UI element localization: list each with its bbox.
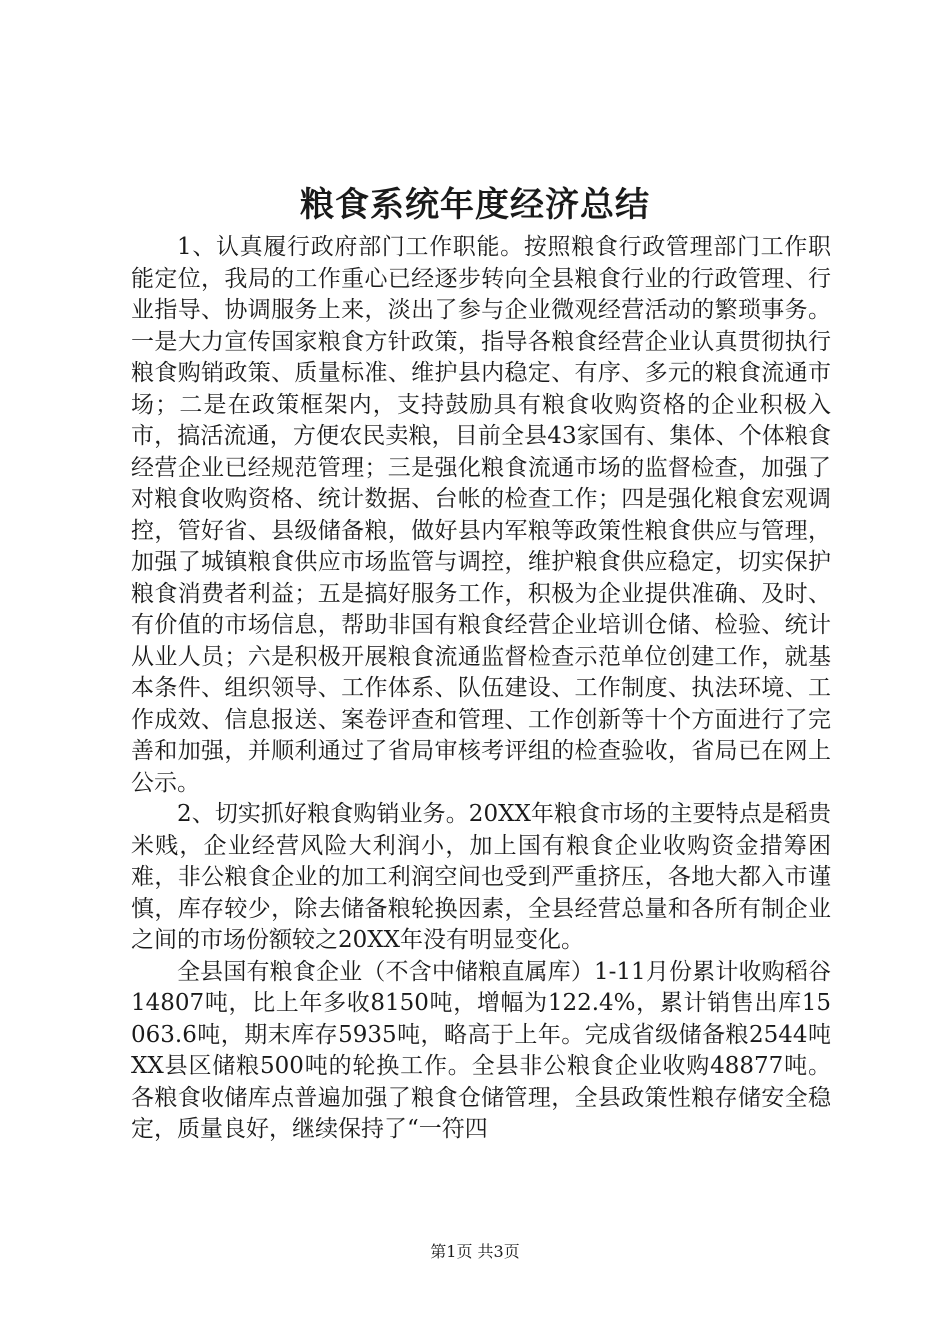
page-number-footer: 第1页 共3页 [430, 1242, 520, 1261]
document-title: 粮食系统年度经济总结 [300, 185, 650, 225]
paragraph-2: 2、切实抓好粮食购销业务。20XX年粮食市场的主要特点是稻贵米贱，企业经营风险大利润小，加上国有粮食企业收购资金措筹困难，非公粮食企业的加工利润空间也受到严重挤压，各地大都入市谨慎，库存较少，除去储备粮轮换因素，全县经营总量和各所有制企业之间的市场份额较之20XX年没有明显变化。 [131, 801, 831, 953]
paragraph-3: 全县国有粮食企业（不含中储粮直属库）1-11月份累计收购稻谷14807吨，比上年多收8150吨，增幅为122.4%，累计销售出库15063.6吨，期末库存5935吨，略高于上年。完成省级储备粮2544吨XX县区储粮500吨的轮换工作。全县非公粮食企业收购48877吨。各粮食收储库点普遍加强了粮食仓储管理，全县政策性粮存储安全稳定，质量良好，继续保持了“一符四 [131, 958, 831, 1142]
paragraph-1: 1、认真履行政府部门工作职能。按照粮食行政管理部门工作职能定位，我局的工作重心已经逐步转向全县粮食行业的行政管理、行业指导、协调服务上来，淡出了参与企业微观经营活动的繁琐事务。一是大力宣传国家粮食方针政策，指导各粮食经营企业认真贯彻执行粮食购销政策、质量标准、维护县内稳定、有序、多元的粮食流通市场；二是在政策框架内，支持鼓励具有粮食收购资格的企业积极入市，搞活流通，方便农民卖粮，目前全县43家国有、集体、个体粮食经营企业已经规范管理；三是强化粮食流通市场的监督检查，加强了对粮食收购资格、统计数据、台帐的检查工作；四是强化粮食宏观调控，管好省、县级储备粮，做好县内军粮等政策性粮食供应与管理，加强了城镇粮食供应市场监管与调控，维护粮食供应稳定，切实保护粮食消费者利益；五是搞好服务工作，积极为企业提供准确、及时、有价值的市场信息，帮助非国有粮食经营企业培训仓储、检验、统计从业人员；六是积极开展粮食流通监督检查示范单位创建工作，就基本条件、组织领导、工作体系、队伍建设、工作制度、执法环境、工作成效、信息报送、案卷评查和管理、工作创新等十个方面进行了完善和加强，并顺利通过了省局审核考评组的检查验收，省局已在网上公示。 [131, 234, 831, 796]
document-body [131, 232, 831, 1146]
